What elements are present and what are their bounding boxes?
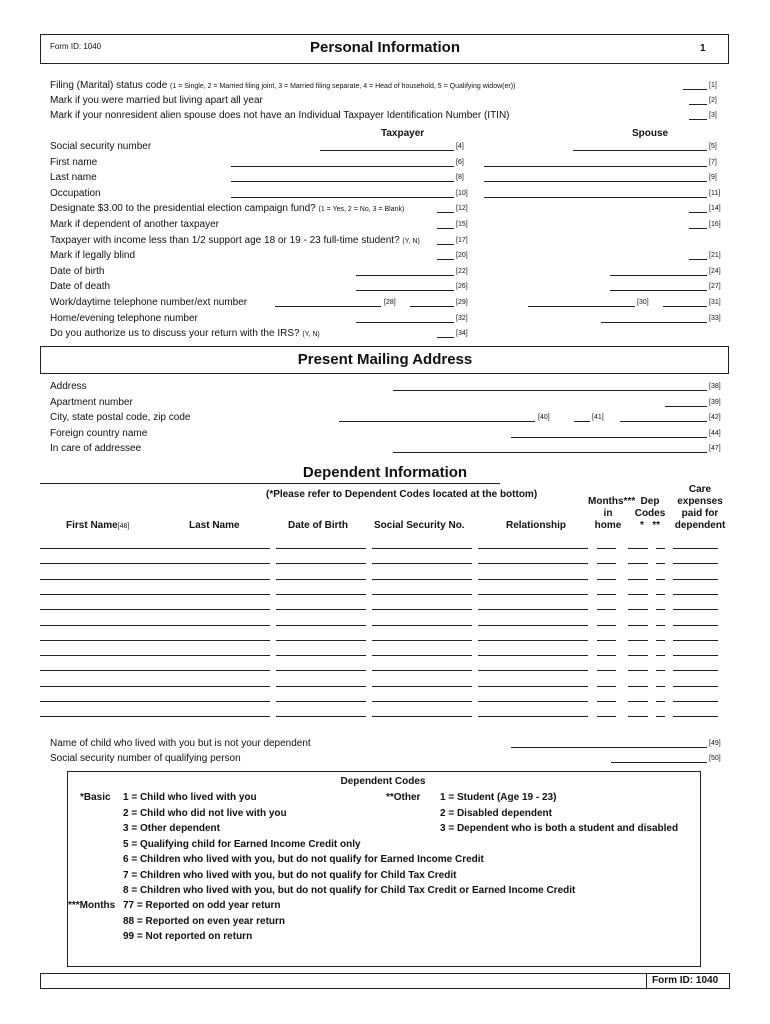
dependent-cell[interactable] [40, 563, 270, 564]
address-code: [39] [709, 399, 721, 406]
personal-row-label: Work/daytime telephone number/ext number [50, 297, 248, 308]
dependent-cell[interactable] [276, 563, 366, 564]
spouse-code: [31] [709, 299, 721, 306]
basic-code-item: 8 = Children who lived with you, but do not qualify for Child Tax Credit or Earned Income Credit [123, 885, 576, 896]
state-code: [41] [592, 414, 604, 421]
col-first-name: First Name[48] [66, 520, 130, 531]
dependent-cell[interactable] [656, 563, 665, 564]
footer-box [40, 973, 730, 989]
personal-row-label: Last name [50, 172, 97, 183]
address-field[interactable] [393, 452, 707, 453]
nonresident-spouse-field[interactable] [689, 119, 707, 120]
dependent-cell[interactable] [673, 640, 718, 641]
taxpayer-field[interactable] [437, 337, 454, 338]
married-apart-code: [2] [709, 97, 717, 104]
taxpayer-ext-field[interactable] [275, 306, 381, 307]
dependent-cell[interactable] [597, 670, 616, 671]
dependent-cell[interactable] [628, 701, 648, 702]
footer-form-id: Form ID: 1040 [652, 975, 719, 986]
taxpayer-field[interactable] [320, 150, 454, 151]
personal-row-note: (1 = Yes, 2 = No, 3 = Blank) [318, 206, 405, 213]
page-number: 1 [700, 43, 706, 54]
filing-status-label: Filing (Marital) status code (1 = Single, 2 = Married filing joint, 3 = Married filing separate, 4 = Head of household, 5 = Qualifying widow(er)) [50, 80, 516, 91]
spouse-field[interactable] [484, 197, 707, 198]
dependent-cell[interactable] [656, 655, 665, 656]
dependent-cell[interactable] [656, 625, 665, 626]
spouse-code: [7] [709, 159, 717, 166]
dependent-cell[interactable] [478, 686, 588, 687]
dependent-cell[interactable] [656, 548, 665, 549]
col-care-expenses: Care expenses paid for dependent [674, 484, 726, 531]
dependent-cell[interactable] [478, 670, 588, 671]
codes-title: Dependent Codes [340, 776, 426, 787]
dependent-title-rule [40, 483, 500, 484]
personal-row-label: Do you authorize us to discuss your return with the IRS? (Y, N) [50, 328, 320, 339]
dependent-cell[interactable] [478, 701, 588, 702]
dependent-cell[interactable] [628, 563, 648, 564]
dependent-cell[interactable] [597, 716, 616, 717]
qualifying-ssn-code: [50] [709, 755, 721, 762]
dependent-cell[interactable] [628, 579, 648, 580]
dependent-cell[interactable] [276, 686, 366, 687]
form-id: Form ID: 1040 [50, 42, 102, 51]
city-code: [40] [538, 414, 550, 421]
dependent-cell[interactable] [40, 594, 270, 595]
col-dob: Date of Birth [288, 520, 348, 531]
taxpayer-code: [17] [456, 237, 468, 244]
dependent-cell[interactable] [372, 609, 472, 610]
dependent-cell[interactable] [372, 686, 472, 687]
address-field[interactable] [393, 390, 707, 391]
dependent-row[interactable] [0, 640, 770, 641]
taxpayer-code: [8] [456, 174, 464, 181]
dependent-row[interactable] [0, 716, 770, 717]
dependent-cell[interactable] [628, 548, 648, 549]
spouse-code: [5] [709, 143, 717, 150]
taxpayer-code: [26] [456, 283, 468, 290]
other-code-item: 1 = Student (Age 19 - 23) [440, 792, 557, 803]
codes-other-label: **Other [386, 792, 421, 803]
taxpayer-ext-code: [28] [384, 299, 396, 306]
non-dependent-child-label: Name of child who lived with you but is not your dependent [50, 738, 311, 749]
address-code: [47] [709, 445, 721, 452]
spouse-code: [24] [709, 268, 721, 275]
dependent-cell[interactable] [628, 655, 648, 656]
taxpayer-code: [29] [456, 299, 468, 306]
dependent-cell[interactable] [597, 563, 616, 564]
address-row-label: Foreign country name [50, 428, 148, 439]
nonresident-spouse-label: Mark if your nonresident alien spouse does not have an Individual Taxpayer Identification Number (ITIN) [50, 110, 510, 121]
married-apart-field[interactable] [689, 104, 707, 105]
dependent-cell[interactable] [40, 686, 270, 687]
dependent-cell[interactable] [628, 716, 648, 717]
spouse-code: [27] [709, 283, 721, 290]
dependent-cell[interactable] [673, 594, 718, 595]
personal-row-label: Mark if dependent of another taxpayer [50, 219, 219, 230]
dependent-cell[interactable] [656, 701, 665, 702]
codes-basic-label: *Basic [80, 792, 111, 803]
address-field[interactable] [620, 421, 707, 422]
dependent-cell[interactable] [673, 655, 718, 656]
other-code-item: 3 = Dependent who is both a student and disabled [440, 823, 679, 834]
other-code-item: 2 = Disabled dependent [440, 807, 552, 819]
spouse-field[interactable] [573, 150, 707, 151]
col-ssn: Social Security No. [374, 520, 465, 531]
col-relationship: Relationship [506, 520, 567, 531]
dependent-cell[interactable] [478, 609, 588, 610]
dependent-cell[interactable] [372, 625, 472, 626]
dependent-cell[interactable] [478, 640, 588, 641]
spouse-field[interactable] [610, 290, 707, 291]
filing-status-field[interactable] [683, 89, 707, 90]
dependent-cell[interactable] [40, 609, 270, 610]
personal-row-label: First name [50, 157, 98, 168]
spouse-code: [11] [709, 190, 721, 197]
dependent-cell[interactable] [673, 670, 718, 671]
dependent-cell[interactable] [656, 579, 665, 580]
dependent-cell[interactable] [40, 655, 270, 656]
taxpayer-field[interactable] [231, 181, 454, 182]
state-field[interactable] [574, 421, 590, 422]
dependent-cell[interactable] [276, 716, 366, 717]
spouse-code: [21] [709, 252, 721, 259]
dependent-cell[interactable] [276, 548, 366, 549]
dependent-cell[interactable] [276, 701, 366, 702]
personal-row-label: Mark if legally blind [50, 250, 136, 261]
dependent-cell[interactable] [372, 563, 472, 564]
address-code: [42] [709, 414, 721, 421]
dependent-cell[interactable] [597, 640, 616, 641]
address-title: Present Mailing Address [297, 351, 473, 368]
spouse-field[interactable] [689, 259, 707, 260]
dependent-row[interactable] [0, 655, 770, 656]
dependent-cell[interactable] [478, 563, 588, 564]
dependent-cell[interactable] [597, 686, 616, 687]
col-last-name: Last Name [189, 520, 240, 531]
first-name-code: [48] [117, 523, 130, 530]
dependent-cell[interactable] [372, 640, 472, 641]
dependent-cell[interactable] [656, 609, 665, 610]
spouse-code: [33] [709, 315, 721, 322]
dependent-cell[interactable] [628, 670, 648, 671]
dependent-cell[interactable] [597, 655, 616, 656]
address-code: [38] [709, 383, 721, 390]
filing-status-code: [1] [709, 82, 717, 89]
spouse-field[interactable] [610, 275, 707, 276]
taxpayer-field[interactable] [437, 212, 454, 213]
dependent-cell[interactable] [372, 701, 472, 702]
dependent-cell[interactable] [656, 686, 665, 687]
dependent-cell[interactable] [673, 579, 718, 580]
dependent-row[interactable] [0, 701, 770, 702]
taxpayer-field[interactable] [437, 244, 454, 245]
taxpayer-code: [4] [456, 143, 464, 150]
codes-months-label: ***Months [68, 900, 116, 911]
dependent-cell[interactable] [673, 686, 718, 687]
spouse-ext-code: [30] [637, 299, 649, 306]
dependent-cell[interactable] [478, 548, 588, 549]
taxpayer-field[interactable] [231, 166, 454, 167]
dependent-cell[interactable] [372, 579, 472, 580]
dependent-cell[interactable] [478, 579, 588, 580]
dependent-cell[interactable] [372, 594, 472, 595]
dependent-cell[interactable] [597, 701, 616, 702]
dependent-cell[interactable] [478, 655, 588, 656]
city-field[interactable] [339, 421, 535, 422]
personal-row-label: Date of birth [50, 266, 105, 277]
dependent-cell[interactable] [276, 655, 366, 656]
dependent-cell[interactable] [597, 625, 616, 626]
address-field[interactable] [511, 437, 707, 438]
dependent-cell[interactable] [673, 701, 718, 702]
dependent-cell[interactable] [276, 579, 366, 580]
dependent-row[interactable] [0, 594, 770, 595]
spouse-header: Spouse [632, 128, 669, 139]
dependent-cell[interactable] [372, 670, 472, 671]
dependent-cell[interactable] [673, 548, 718, 549]
nonresident-spouse-code: [3] [709, 112, 717, 119]
non-dependent-child-code: [49] [709, 740, 721, 747]
dependent-cell[interactable] [478, 716, 588, 717]
dependent-cell[interactable] [276, 594, 366, 595]
taxpayer-code: [12] [456, 205, 468, 212]
address-row-label: City, state postal code, zip code [50, 412, 191, 423]
dependent-cell[interactable] [656, 640, 665, 641]
months-code-item: 88 = Reported on even year return [123, 915, 286, 927]
dependent-cell[interactable] [372, 548, 472, 549]
spouse-code: [9] [709, 174, 717, 181]
dependent-row[interactable] [0, 670, 770, 671]
dependent-cell[interactable] [628, 686, 648, 687]
spouse-code: [14] [709, 205, 721, 212]
dependent-row[interactable] [0, 579, 770, 580]
dependent-cell[interactable] [628, 594, 648, 595]
dependent-cell[interactable] [673, 563, 718, 564]
spouse-field[interactable] [663, 306, 707, 307]
dependent-cell[interactable] [597, 594, 616, 595]
dependent-cell[interactable] [372, 716, 472, 717]
dependent-cell[interactable] [597, 548, 616, 549]
basic-code-item: 2 = Child who did not live with you [123, 807, 287, 819]
dependent-row[interactable] [0, 625, 770, 626]
dependent-row[interactable] [0, 563, 770, 564]
spouse-field[interactable] [689, 228, 707, 229]
dependent-cell[interactable] [628, 640, 648, 641]
address-row-label: Apartment number [50, 397, 133, 408]
spouse-field[interactable] [484, 181, 707, 182]
dependent-cell[interactable] [628, 609, 648, 610]
address-row-label: Address [50, 381, 87, 392]
taxpayer-code: [20] [456, 252, 468, 259]
taxpayer-field[interactable] [437, 228, 454, 229]
married-apart-label: Mark if you were married but living apart all year [50, 95, 263, 106]
taxpayer-code: [15] [456, 221, 468, 228]
dependent-cell[interactable] [276, 640, 366, 641]
dependent-cell[interactable] [597, 609, 616, 610]
taxpayer-code: [22] [456, 268, 468, 275]
taxpayer-code: [10] [456, 190, 468, 197]
dependent-cell[interactable] [276, 625, 366, 626]
dependent-title: Dependent Information [302, 464, 468, 481]
page-title: Personal Information [309, 39, 461, 56]
dependent-cell[interactable] [40, 640, 270, 641]
basic-code-item: 3 = Other dependent [123, 823, 220, 834]
dependent-cell[interactable] [673, 609, 718, 610]
dependent-row[interactable] [0, 548, 770, 549]
personal-row-label: Taxpayer with income less than 1/2 support age 18 or 19 - 23 full-time student? (Y, N) [50, 235, 420, 246]
personal-row-label: Designate $3.00 to the presidential election campaign fund? (1 = Yes, 2 = No, 3 = Blank) [50, 203, 405, 214]
dependent-cell[interactable] [40, 625, 270, 626]
taxpayer-field[interactable] [356, 275, 454, 276]
personal-row-note: (Y, N) [402, 238, 420, 245]
dependent-cell[interactable] [656, 594, 665, 595]
dependent-cell[interactable] [656, 670, 665, 671]
basic-code-item: 5 = Qualifying child for Earned Income Credit only [123, 838, 361, 850]
personal-row-label: Home/evening telephone number [50, 313, 198, 324]
spouse-field[interactable] [601, 322, 707, 323]
months-code-item: 99 = Not reported on return [123, 931, 253, 942]
dependent-cell[interactable] [40, 579, 270, 580]
dependent-note: (*Please refer to Dependent Codes located at the bottom) [266, 489, 538, 500]
filing-status-note: (1 = Single, 2 = Married filing joint, 3 = Married filing separate, 4 = Head of household, 5 = Qualifying widow(er)) [170, 83, 516, 90]
spouse-field[interactable] [689, 212, 707, 213]
dependent-cell[interactable] [276, 670, 366, 671]
basic-code-item: 6 = Children who lived with you, but do not qualify for Earned Income Credit [123, 854, 484, 865]
dependent-cell[interactable] [478, 594, 588, 595]
spouse-code: [16] [709, 221, 721, 228]
taxpayer-field[interactable] [356, 322, 454, 323]
personal-row-note: (Y, N) [302, 331, 320, 338]
non-dependent-child-field[interactable] [511, 747, 707, 748]
taxpayer-code: [32] [456, 315, 468, 322]
taxpayer-field[interactable] [437, 259, 454, 260]
personal-row-label: Social security number [50, 141, 152, 152]
basic-code-item: 7 = Children who lived with you, but do not qualify for Child Tax Credit [123, 869, 457, 881]
qualifying-ssn-field[interactable] [611, 762, 707, 763]
dependent-cell[interactable] [597, 579, 616, 580]
dependent-cell[interactable] [673, 716, 718, 717]
dependent-cell[interactable] [40, 716, 270, 717]
months-code-item: 77 = Reported on odd year return [123, 900, 281, 911]
dependent-cell[interactable] [40, 670, 270, 671]
personal-row-label: Date of death [50, 281, 111, 292]
taxpayer-field[interactable] [356, 290, 454, 291]
taxpayer-header: Taxpayer [381, 128, 425, 139]
footer-divider [646, 973, 647, 988]
spouse-field[interactable] [484, 166, 707, 167]
dependent-cell[interactable] [628, 625, 648, 626]
dependent-cell[interactable] [656, 716, 665, 717]
dependent-cell[interactable] [372, 655, 472, 656]
basic-code-item: 1 = Child who lived with you [123, 792, 257, 803]
address-code: [44] [709, 430, 721, 437]
address-row-label: In care of addressee [50, 443, 142, 454]
personal-row-label: Occupation [50, 188, 101, 199]
taxpayer-code: [6] [456, 159, 464, 166]
dependent-cell[interactable] [673, 625, 718, 626]
dependent-row[interactable] [0, 686, 770, 687]
dependent-cell[interactable] [478, 625, 588, 626]
col-months: Months*** in home [588, 496, 636, 531]
taxpayer-field[interactable] [231, 197, 454, 198]
col-dep-codes: Dep Codes * ** [634, 496, 666, 531]
spouse-ext-field[interactable] [528, 306, 635, 307]
qualifying-ssn-label: Social security number of qualifying person [50, 753, 241, 764]
address-field[interactable] [665, 406, 707, 407]
dependent-row[interactable] [0, 609, 770, 610]
dependent-cell[interactable] [40, 548, 270, 549]
dependent-cell[interactable] [40, 701, 270, 702]
dependent-cell[interactable] [276, 609, 366, 610]
taxpayer-code: [34] [456, 330, 468, 337]
taxpayer-field[interactable] [410, 306, 454, 307]
